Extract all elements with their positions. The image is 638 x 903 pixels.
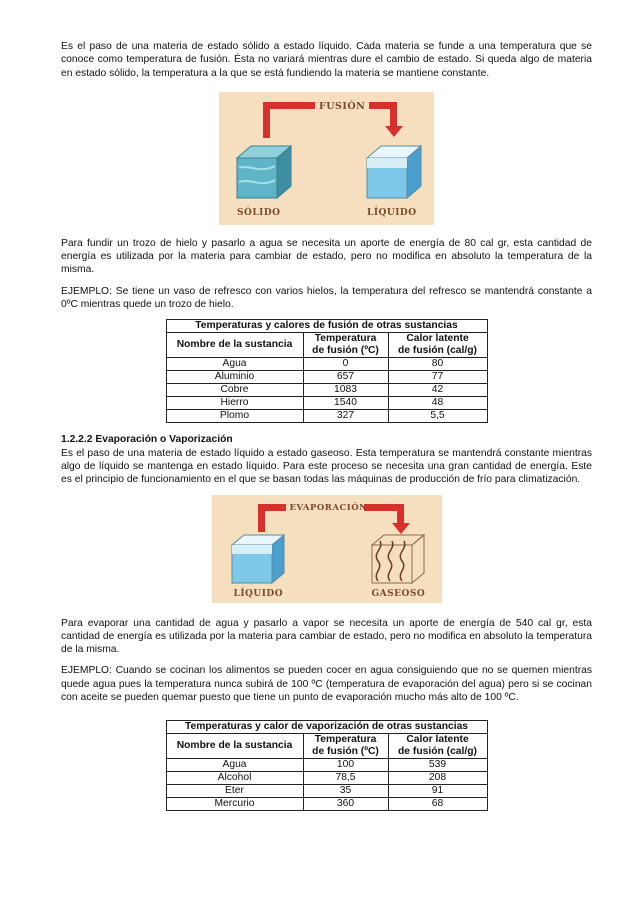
- document-page: [61, 40, 592, 821]
- vaporization-table: [166, 720, 488, 811]
- table-row: Mercurio 360 68: [166, 798, 487, 811]
- paragraph-fusion-example: EJEMPLO: Se tiene un vaso de refresco con varios hielos, la temperatura del refresco se mantendrá constante a 0ºC mientras quede un trozo de hielo.: [61, 285, 592, 311]
- paragraph-evaporation-definition: Es el paso de una materia de estado líquido a estado gaseoso. Esta temperatura se mantendrá constante mientras algo de líquido se mantenga en estado líquido. Para este proceso se necesita una gran cantidad de energía. Este es el principio de funcionamiento en el que se basan todas las máquinas de producción de frío para climatización.: [61, 447, 592, 486]
- table-row: Aluminio 657 77: [166, 371, 487, 384]
- table-row: Cobre 1083 42: [166, 384, 487, 397]
- column-header-name: Nombre de la sustancia: [166, 734, 303, 759]
- evaporation-figure: [212, 495, 442, 603]
- section-heading: 1.2.2.2 Evaporación o Vaporización: [61, 434, 233, 446]
- water-cube-icon: [228, 533, 286, 585]
- liquid-label: LÍQUIDO: [233, 588, 284, 599]
- column-header-latent-heat: Calor latente de fusión (cal/g): [388, 333, 487, 358]
- ice-cube-icon: [233, 144, 293, 200]
- column-header-latent-heat: Calor latente de fusión (cal/g): [388, 734, 487, 759]
- fusion-figure-title: FUSIÓN: [319, 100, 366, 112]
- column-header-temperature: Temperatura de fusión (ºC): [303, 333, 388, 358]
- table-row: Agua 0 80: [166, 358, 487, 371]
- paragraph-fusion-definition: Es el paso de una materia de estado sólido a estado líquido. Cada materia se funde a una temperatura que se conoce como temperatura de fusión. Ésta no variará mientras dure el cambio de estado. Si queda algo de materia en estado sólido, la temperatura a la que se está fundiendo la materia se mantiene constante.: [61, 41, 592, 79]
- evaporation-figure-title: EVAPORACIÓN: [289, 502, 368, 513]
- fusion-table-caption: Temperaturas y calores de fusión de otras sustancias: [166, 320, 487, 333]
- table-row: Hierro 1540 48: [166, 397, 487, 410]
- arrow-down-icon: [385, 126, 403, 137]
- paragraph-evaporation-energy: Para evaporar una cantidad de agua y pasarlo a vapor se necesita un aporte de energía de 540 cal gr, esta cantidad de energía es utilizada por la materia para cambiar de estado, pero no modifica en absoluto la temperatura de la misma.: [61, 617, 592, 656]
- column-header-temperature: Temperatura de fusión (ºC): [303, 734, 388, 759]
- water-cube-icon: [363, 144, 423, 200]
- solid-label: SÓLIDO: [237, 207, 281, 218]
- liquid-label: LÍQUIDO: [367, 207, 417, 218]
- table-row: Plomo 327 5,5: [166, 410, 487, 423]
- gas-cube-icon: [368, 533, 426, 585]
- table-row: Agua 100 539: [166, 759, 487, 772]
- column-header-name: Nombre de la sustancia: [166, 333, 303, 358]
- fusion-table: [166, 319, 488, 423]
- paragraph-fusion-energy: Para fundir un trozo de hielo y pasarlo a agua se necesita un aporte de energía de 80 cal gr, esta cantidad de energía es utilizada por la materia para cambiar de estado, pero no modifica en absoluto la temperatura de la misma.: [61, 237, 592, 276]
- gas-label: GASEOSO: [371, 588, 426, 599]
- table-row: Alcohol 78,5 208: [166, 772, 487, 785]
- fusion-figure: [219, 92, 434, 225]
- vaporization-table-caption: Temperaturas y calor de vaporización de otras sustancias: [166, 721, 487, 734]
- paragraph-evaporation-example: EJEMPLO: Cuando se cocinan los alimentos se pueden cocer en agua consiguiendo que no se quemen mientras quede agua pues la temperatura nunca subirá de 100 ºC (temperatura de evaporación del agua) pero si se cocinan con aceite se pueden quemar puesto que tiene un punto de evaporación mucho más alto de 100 ºC.: [61, 665, 592, 704]
- table-row: Éter 35 91: [166, 785, 487, 798]
